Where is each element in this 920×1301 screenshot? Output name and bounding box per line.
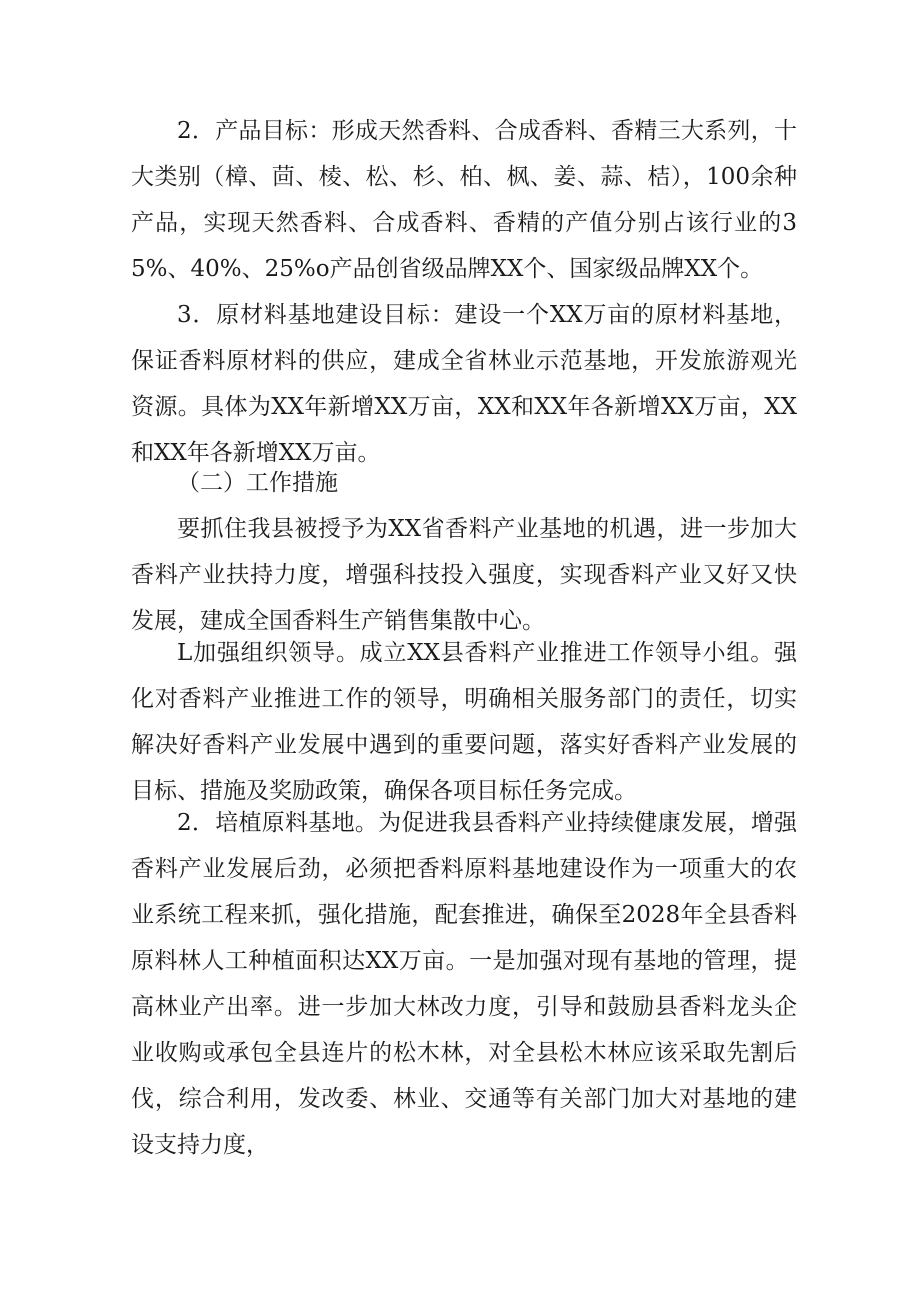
paragraph-product-goals: 2．产品目标：形成天然香料、合成香料、香精三大系列，十大类别（樟、茴、棱、松、杉、柏、枫、姜、蒜、桔），100余种产品，实现天然香料、合成香料、香精的产值分别占该行业的35%、40%、25%o产品创省级品牌XX个、国家级品牌XX个。 [131,118,797,282]
paragraph-intro-measures: 要抓住我县被授予为XX省香料产业基地的机遇，进一步加大香料产业扶持力度，增强科技投入强度，实现香料产业又好又快发展，建成全国香料生产销售集散中心。 [131,516,797,634]
paragraph-raw-material-base-goals: 3．原材料基地建设目标：建设一个XX万亩的原材料基地，保证香料原材料的供应，建成全省林业示范基地，开发旅游观光资源。具体为XX年新增XX万亩，XX和XX年各新增XX万亩，XX和XX年各新增XX万亩。 [131,302,797,466]
section-heading-work-measures: （二）工作措施 [177,470,338,496]
paragraph-strengthen-leadership: L加强组织领导。成立XX县香料产业推进工作领导小组。强化对香料产业推进工作的领导，明确相关服务部门的责任，切实解决好香料产业发展中遇到的重要问题，落实好香料产业发展的目标、措施及奖励政策，确保各项目标任务完成。 [131,640,797,804]
paragraph-cultivate-raw-material-base: 2．培植原料基地。为促进我县香料产业持续健康发展，增强香料产业发展后劲，必须把香料原料基地建设作为一项重大的农业系统工程来抓，强化措施，配套推进，确保至2028年全县香料原料林人工种植面积达XX万亩。一是加强对现有基地的管理，提高林业产出率。进一步加大林改力度，引导和鼓励县香料龙头企业收购或承包全县连片的松木林，对全县松木林应该采取先割后伐，综合利用，发改委、林业、交通等有关部门加大对基地的建设支持力度， [131,810,797,1158]
